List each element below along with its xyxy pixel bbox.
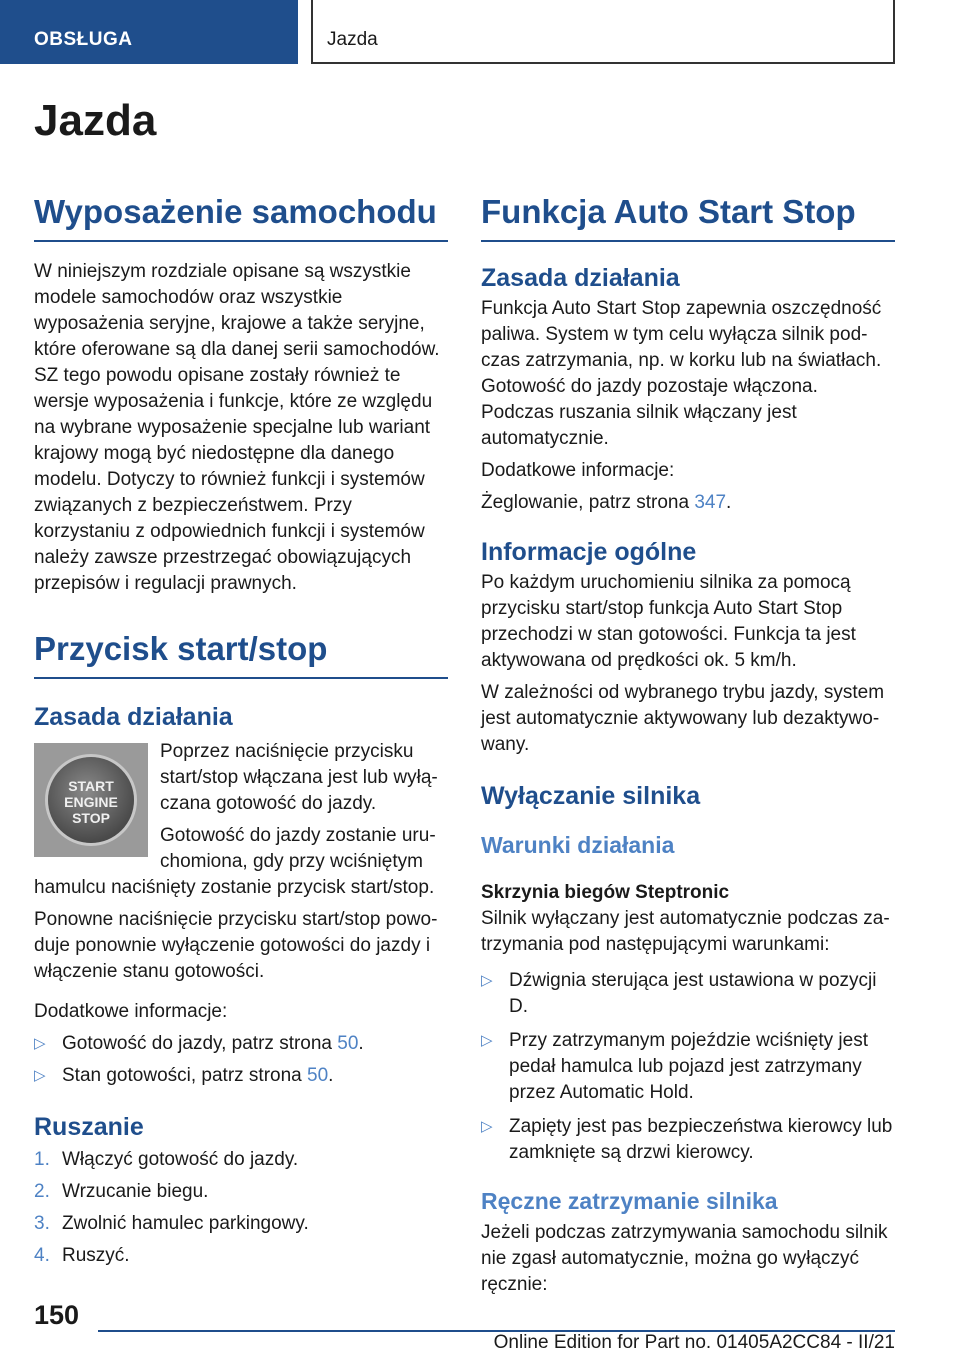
heading-start-stop-button: Przycisk start/stop [34,629,448,679]
paragraph-press3: Ponowne naciśnięcie przycisku start/stop powoduje ponownie wyłączenie gotowości do jazdy i włączenie stanu gotowości. [34,909,438,982]
triangle-bullet-icon: ▷ [481,972,493,989]
steps-list [34,1147,448,1269]
button-label-engine: ENGINE [64,794,118,810]
heading-start-driving: Ruszanie [34,1113,144,1141]
button-label-start: START [68,778,114,794]
topic-header: Jazda [311,0,895,64]
step-item: 3. Zwolnić hamulec parkingowy. [34,1213,309,1234]
triangle-bullet-icon: ▷ [481,1118,493,1135]
list-item: ▷ Przy zatrzymanym pojeździe wciśnięty jest pedał hamulca lub pojazd jest zatrzymany przez Automatic Hold. [481,1030,868,1103]
heading-engine-off: Wyłączanie silnika [481,782,701,810]
paragraph-additional: Dodatkowe informacje: [34,1001,228,1022]
triangle-bullet-icon: ▷ [34,1067,46,1084]
section-tab: OBSŁUGA [0,0,298,64]
page-number: 150 [34,1300,80,1330]
right-bullet-list [481,968,895,1166]
triangle-bullet-icon: ▷ [481,1032,493,1049]
page-link[interactable]: 50 [307,1065,329,1086]
list-item: ▷ Gotowość do jazdy, patrz strona 50. [34,1031,448,1057]
step-item: 4. Ruszyć. [34,1245,130,1266]
heading-principle-right: Zasada działania [481,264,680,292]
button-label-stop: STOP [72,810,110,826]
list-item: ▷ Dźwignia sterująca jest ustawiona w pozycji D. [481,970,877,1017]
paragraph-sailing: Żeglowanie, patrz strona 347. [481,492,732,513]
heading-gearbox: Skrzynia biegów Steptronic [481,882,730,903]
paragraph-press1: Poprzez naciśnięcie przycisku start/stop włączana jest lub wyłączana gotowość do jazdy. [160,741,438,814]
paragraph-general1: Po każdym uruchomieniu silnika za pomocą przycisku start/stop funkcja Auto Start Stop przechodzi w stan gotowości. Funkcja ta jest aktywowana od prędkości ok. 5 km/h. [481,572,856,671]
triangle-bullet-icon: ▷ [34,1035,46,1052]
heading-auto-start-stop: Funkcja Auto Start Stop [481,192,895,242]
paragraph-additional-right: Dodatkowe informacje: [481,460,675,481]
paragraph-equipment: W niniejszym rozdziale opisane są wszystkie modele samochodów oraz wszystkie wyposażenia seryjne, krajowe a także seryjne, które oferowane są dla danej serii samochodów. SZ tego powodu opisane zostały również te wersje wyposażenia i funkcje, które ze względu na wybrane wyposażenie specjalne lub wariant krajowy mogą być niedostępne dla danego modelu. Dotyczy to również funkcji i systemów związanych z bezpieczeństwem. Przy korzystaniu z odpowiednich funkcji i systemów należy zawsze przestrzegać obowiązujących przepisów i regulacji prawnych. [34,261,440,594]
chapter-title: Jazda [34,96,157,145]
step-item: 1. Włączyć gotowość do jazdy. [34,1149,299,1170]
page-link[interactable]: 50 [337,1033,359,1054]
heading-general-info: Informacje ogólne [481,538,697,566]
heading-conditions: Warunki działania [481,832,675,858]
heading-principle: Zasada działania [34,703,233,731]
step-item: 2. Wrzucanie biegu. [34,1181,209,1202]
right-column [481,192,895,1298]
heading-equipment: Wyposażenie samochodu [34,192,448,242]
heading-manual-stop: Ręczne zatrzymanie silnika [481,1188,778,1214]
paragraph-gearbox: Silnik wyłączany jest automatycznie podczas zatrzymania pod następującymi warunkami: [481,908,890,955]
list-item: ▷ Zapięty jest pas bezpieczeństwa kierowcy lub zamknięte są drzwi kierowcy. [481,1116,893,1163]
left-column [34,192,448,1269]
paragraph-principle: Funkcja Auto Start Stop zapewnia oszczędność paliwa. System w tym celu wyłącza silnik podczas zatrzymania, np. w korku lub na światłach. Gotowość do jazdy pozostaje włączona. Podczas ruszania silnik włączany jest automatycznie. [481,298,882,449]
edition-footer: Online Edition for Part no. 01405A2CC84 - II/21 [493,1332,895,1353]
paragraph-manual: Jeżeli podczas zatrzymywania samochodu silnik nie zgasł automatycznie, można go wyłączyć ręcznie: [481,1222,888,1295]
left-bullet-list [34,1031,448,1089]
page-link[interactable]: 347 [694,492,727,513]
start-stop-button-image [34,743,148,857]
paragraph-general2: W zależności od wybranego trybu jazdy, system jest automatycznie aktywowany lub dezaktywowany. [481,682,885,755]
button-section [34,739,448,901]
paragraph-press2: Gotowość do jazdy zostanie uruchomiona, gdy przy wciśniętym hamulcu naciśnięty zostanie przycisk start/stop. [34,825,436,898]
list-item: ▷ Stan gotowości, patrz strona 50. [34,1063,448,1089]
